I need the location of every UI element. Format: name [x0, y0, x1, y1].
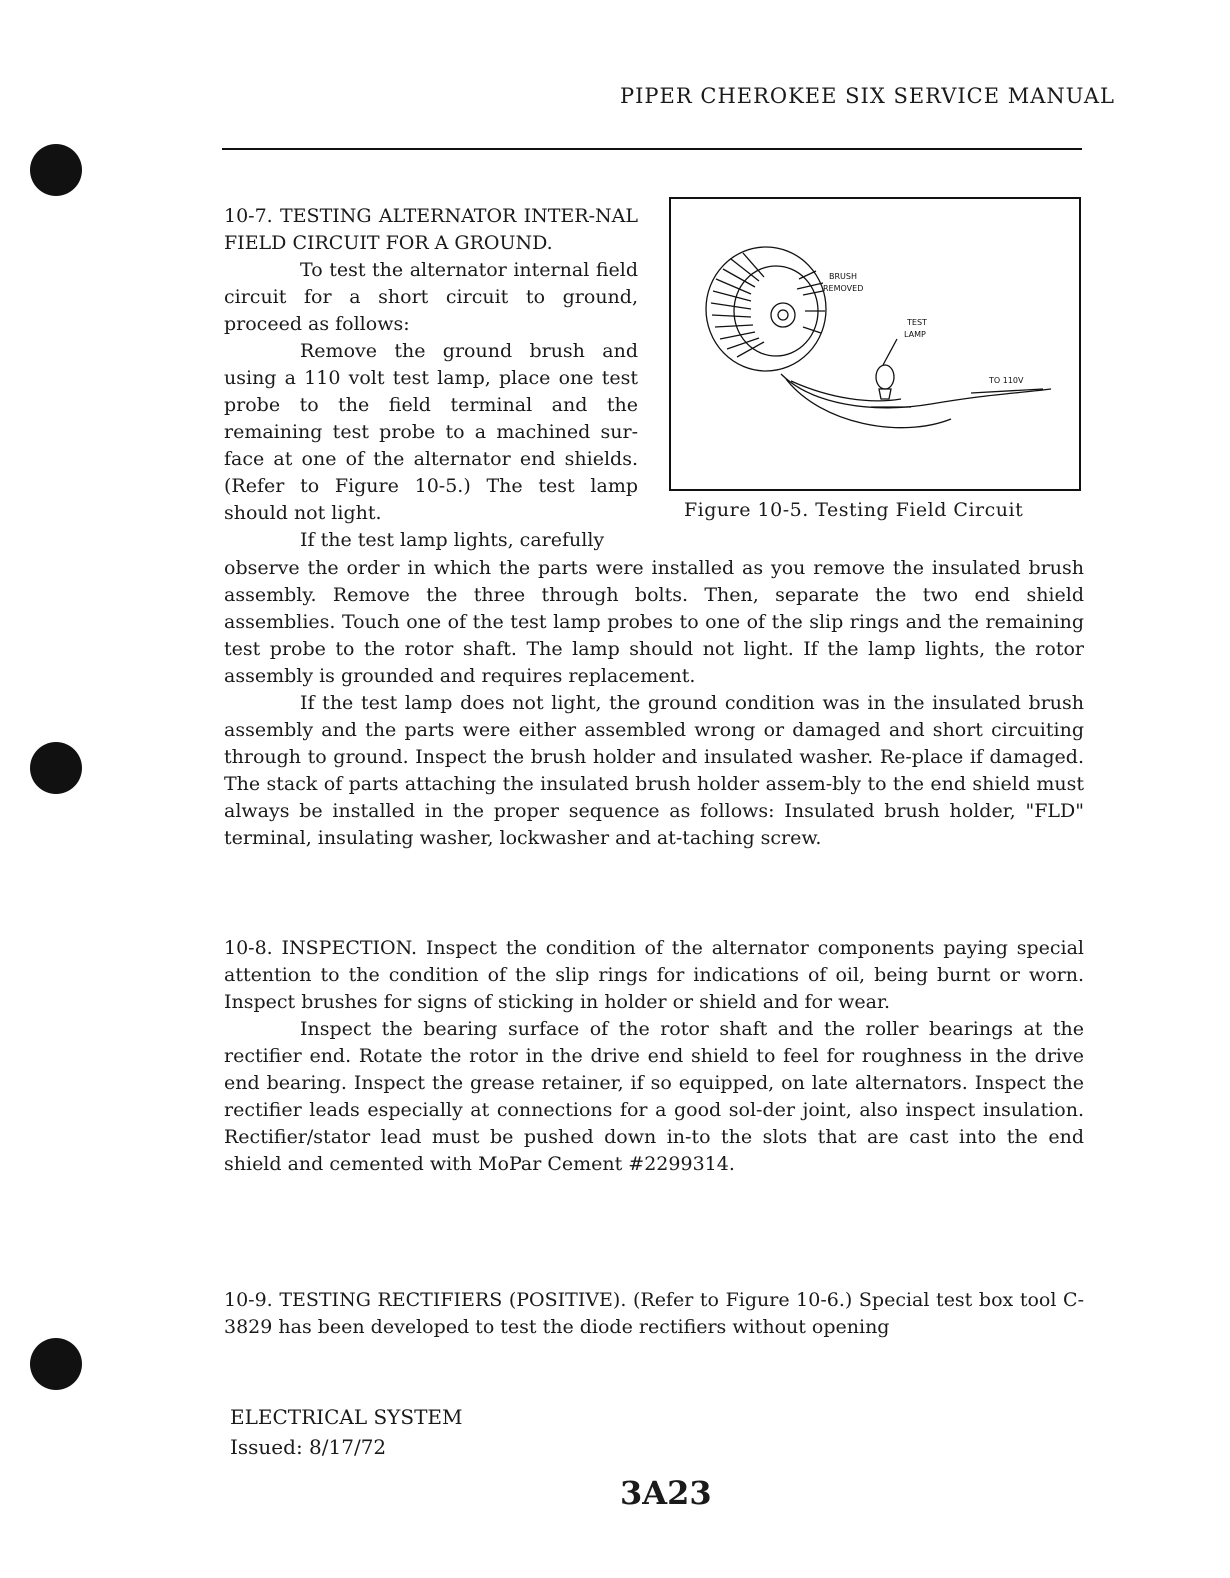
section-10-7-para-4: If the test lamp does not light, the ground condition was in the insulated brush assembly and the parts were either assembled wrong or damaged and short circuiting through to ground. Inspect the brush holder and insulated washer. Re-place if damaged. The stack of parts attaching the insulated brush holder assem-bly to the end shield must always be installed in the proper sequence as follows: Insulated brush holder, "FLD" terminal, insulating washer, lockwasher and at-taching screw. — [224, 692, 1084, 849]
section-10-8 — [224, 935, 1084, 1178]
binder-hole-middle — [30, 742, 82, 794]
section-10-9-para-1: 10-9. TESTING RECTIFIERS (POSITIVE). (Refer to Figure 10-6.) Special test box tool C-3829 has been developed to test the diode rectifiers without opening — [224, 1289, 1084, 1338]
section-10-7-continued — [224, 555, 1084, 852]
section-10-7-column — [224, 203, 638, 554]
footer-section: ELECTRICAL SYSTEM — [230, 1405, 463, 1429]
binder-hole-bottom — [30, 1338, 82, 1390]
figure-caption: Figure 10-5. Testing Field Circuit — [684, 499, 1024, 521]
section-10-9 — [224, 1287, 1084, 1341]
footer-issued: Issued: 8/17/72 — [230, 1435, 387, 1459]
page-number: 3A23 — [620, 1474, 712, 1512]
section-10-8-para-1: 10-8. INSPECTION. Inspect the condition of the alternator components paying special attention to the condition of the slip rings for indications of oil, being burnt or worn. Inspect brushes for signs of sticking in holder or shield and for wear. — [224, 937, 1084, 1013]
label-to-110v: TO 110V — [989, 376, 1024, 385]
section-10-7-para-2: Remove the ground brush and using a 110 volt test lamp, place one test probe to the field terminal and the remaining test probe to a machined sur-face at one of the alternator end shields. (Refer to Figure 10-5.) The test lamp should not light. — [224, 340, 638, 524]
label-test: TEST — [907, 318, 927, 327]
label-removed: REMOVED — [823, 284, 864, 293]
section-10-7-para-1: To test the alternator internal field circuit for a short circuit to ground, proceed as follows: — [224, 259, 638, 335]
section-10-7-heading: 10-7. TESTING ALTERNATOR INTER-NAL FIELD CIRCUIT FOR A GROUND. — [224, 205, 638, 254]
footer — [230, 1402, 463, 1462]
alternator-body-shape — [706, 247, 826, 371]
section-10-7-para-3-rest: observe the order in which the parts were installed as you remove the insulated brush assembly. Remove the three through bolts. Then, separate the two end shield assemblies. Touch one of the test lamp probes to one of the slip rings and the remaining test probe to the rotor shaft. The lamp should not light. If the lamp lights, the rotor assembly is grounded and requires replacement. — [224, 557, 1084, 687]
test-lamp-shape — [876, 365, 894, 389]
figure-10-5 — [669, 197, 1081, 491]
manual-title: PIPER CHEROKEE SIX SERVICE MANUAL — [620, 84, 1115, 108]
header-rule — [222, 148, 1082, 150]
label-brush: BRUSH — [829, 272, 857, 281]
binder-hole-top — [30, 144, 82, 196]
section-10-7-para-3-start: If the test lamp lights, carefully — [300, 529, 605, 551]
label-lamp: LAMP — [904, 330, 926, 339]
alternator-illustration — [671, 199, 1079, 489]
section-10-8-para-2: Inspect the bearing surface of the rotor shaft and the roller bearings at the rectifier end. Rotate the rotor in the drive end shield to feel for roughness in the drive end bearing. Inspect the grease retainer, if so equipped, on late alternators. Inspect the rectifier leads especially at connections for a good sol-der joint, also inspect insulation. Rectifier/stator lead must be pushed down in-to the slots that are cast into the end shield and cemented with MoPar Cement #2299314. — [224, 1018, 1084, 1175]
